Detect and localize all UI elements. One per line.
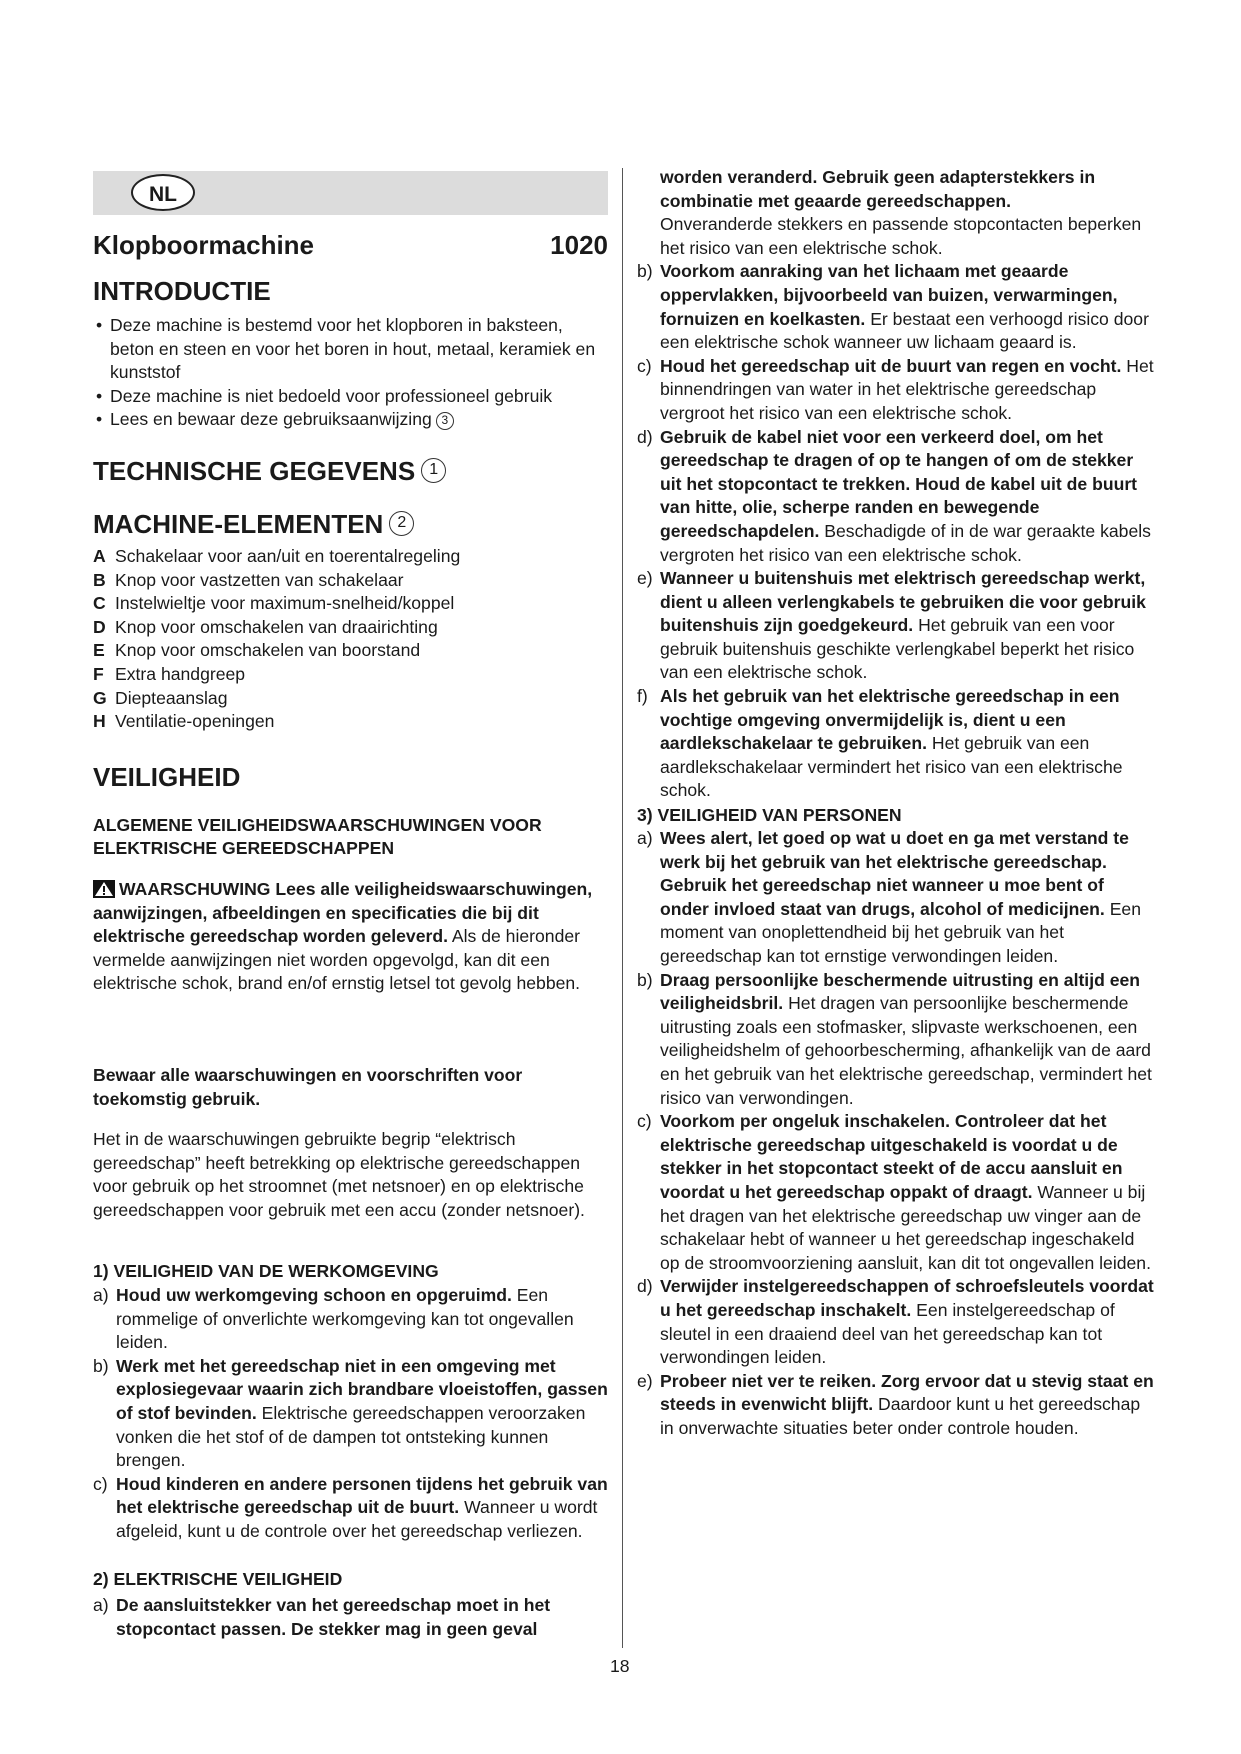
warning-triangle-icon — [93, 880, 115, 898]
section-1-list — [93, 1284, 608, 1544]
section-3-heading: 3) VEILIGHEID VAN PERSONEN — [637, 805, 902, 826]
list-item: a) Houd uw werkomgeving schoon en opgeruimd. Een rommelige of onverlichte werkomgeving kan tot ongevallen leiden. — [93, 1285, 574, 1353]
list-item: G Diepteaanslag — [93, 687, 228, 708]
machine-elements-list — [93, 545, 608, 734]
list-item: B Knop voor vastzetten van schakelaar — [93, 569, 404, 590]
list-item: E Knop voor omschakelen van boorstand — [93, 640, 421, 661]
language-badge: NL — [131, 174, 195, 211]
list-item-continued: worden veranderd. Gebruik geen adapterstekkers in combinatie met geaarde gereedschappen. Onveranderde stekkers en passende stopcontacten beperken het risico van een elektrische schok. — [660, 167, 1142, 258]
list-item: f) Als het gebruik van het elektrische gereedschap in een vochtige omgeving onvermijdelijk is, dient u een aardlekschakelaar te gebruiken. Het gebruik van een aardlekschakelaar vermindert het risico van een elektrische schok. — [637, 686, 1123, 801]
section-1-heading: 1) VEILIGHEID VAN DE WERKOMGEVING — [93, 1261, 439, 1281]
list-item: • Deze machine is bestemd voor het klopboren in baksteen, beton en steen en voor het boren in hout, metaal, keramiek en kunststof — [93, 314, 608, 385]
product-title: Klopboormachine — [93, 230, 315, 260]
column-divider — [622, 168, 623, 1648]
page-number: 18 — [610, 1656, 630, 1676]
elements-heading: MACHINE-ELEMENTEN 2 — [93, 509, 414, 540]
list-item: H Ventilatie-openingen — [93, 711, 275, 732]
list-item: d) Gebruik de kabel niet voor een verkeerd doel, om het gereedschap te dragen of op te hangen of om de stekker uit het stopcontact te trekken. Houd de kabel uit de buurt van hitte, olie, scherpe randen en bewegende gereedschapdelen. Beschadigde of in de war geraakte kabels vergroten het risico van een elektrische schok. — [637, 426, 1151, 565]
right-column — [637, 166, 1157, 1440]
warning-paragraph: WAARSCHUWING Lees alle veiligheidswaarschuwingen, aanwijzingen, afbeeldingen en specificaties die bij dit elektrische gereedschap worden geleverd. Als de hieronder vermelde aanwijzingen niet worden opgevolgd, kan dit een elektrische schok, brand en/of ernstig letsel tot gevolg hebben. — [93, 879, 593, 994]
model-number: 1020 — [550, 230, 608, 260]
list-item: a) De aansluitstekker van het gereedschap moet in het stopcontact passen. De stekker mag in geen geval — [93, 1595, 551, 1639]
keep-instructions: Bewaar alle waarschuwingen en voorschriften voor toekomstig gebruik. — [93, 1065, 523, 1109]
intro-heading: INTRODUCTIE — [93, 276, 271, 306]
list-item: c) Houd kinderen en andere personen tijdens het gebruik van het elektrische gereedschap uit de buurt. Wanneer u wordt afgeleid, kunt u de controle over het gereedschap verliezen. — [93, 1473, 608, 1541]
safety-subheading: ALGEMENE VEILIGHEIDSWAARSCHUWINGEN VOOR ELEKTRISCHE GEREEDSCHAPPEN — [93, 815, 542, 858]
list-item: • Lees en bewaar deze gebruiksaanwijzing 3 — [93, 408, 608, 432]
figure-ref: 1 — [421, 458, 446, 483]
definition-paragraph: Het in de waarschuwingen gebruikte begrip “elektrisch gereedschap” heeft betrekking op elektrische gereedschappen voor gebruik op het stroomnet (met netsnoer) en op elektrische gereedschappen voor gebruik met een accu (zonder netsnoer). — [93, 1129, 585, 1220]
list-item: b) Draag persoonlijke beschermende uitrusting en altijd een veiligheidsbril. Het dragen van persoonlijke beschermende uitrusting zoals een stofmasker, slipvaste werkschoenen, een veiligheidshelm of gehoorbescherming, afhankelijk van de aard en het gebruik van het elektrische gereedschap, vermindert het risico van verwondingen. — [637, 969, 1152, 1108]
list-item: F Extra handgreep — [93, 663, 246, 684]
figure-ref: 3 — [436, 412, 454, 430]
list-item: D Knop voor omschakelen van draairichting — [93, 616, 438, 637]
intro-bullets — [93, 314, 608, 432]
list-item: A Schakelaar voor aan/uit en toerentalregeling — [93, 546, 461, 566]
list-item: a) Wees alert, let goed op wat u doet en ga met verstand te werk bij het gebruik van het elektrische gereedschap. Gebruik het gereedschap niet wanneer u moe bent of onder invloed staat van drugs, alcohol of medicijnen. Een moment van onoplettendheid bij het gebruik van het gereedschap kan tot ernstige verwondingen leiden. — [637, 828, 1142, 966]
list-item: c) Voorkom per ongeluk inschakelen. Controleer dat het elektrische gereedschap uitgeschakeld is voordat u de stekker in het stopcontact steekt of de accu aansluit en voordat u het gereedschap oppakt of draagt. Wanneer u bij het dragen van het elektrische gereedschap uw vinger aan de schakelaar hebt of wanneer u het gereedschap ingeschakeld op de stroomvoorziening aansluit, kan dit tot ongevallen leiden. — [637, 1111, 1151, 1273]
safety-heading: VEILIGHEID — [93, 762, 241, 792]
list-item: C Instelwieltje voor maximum-snelheid/koppel — [93, 593, 455, 614]
list-item: d) Verwijder instelgereedschappen of schroefsleutels voordat u het gereedschap inschakelt. Een instelgereedschap of sleutel in een draaiend deel van het gereedschap kan tot verwondingen leiden. — [637, 1276, 1154, 1368]
figure-ref: 2 — [389, 511, 414, 536]
language-bar — [93, 171, 608, 215]
list-item: b) Voorkom aanraking van het lichaam met geaarde oppervlakken, bijvoorbeeld van buizen, verwarmingen, fornuizen en koelkasten. Er bestaat een verhoogd risico door een elektrische schok wanneer uw lichaam geaard is. — [637, 261, 1149, 353]
tech-heading: TECHNISCHE GEGEVENS 1 — [93, 456, 446, 487]
list-item: e) Wanneer u buitenshuis met elektrisch gereedschap werkt, dient u alleen verlengkabels te gebruiken die voor gebruik buitenshuis zijn goedgekeurd. Het gebruik van een voor gebruik buitenshuis geschikte verlengkabel beperkt het risico van een elektrische schok. — [637, 568, 1146, 683]
list-item: e) Probeer niet ver te reiken. Zorg ervoor dat u stevig staat en steeds in evenwicht blijft. Daardoor kunt u het gereedschap in onverwachte situaties beter onder controle houden. — [637, 1370, 1154, 1438]
section-2-heading: 2) ELEKTRISCHE VEILIGHEID — [93, 1569, 343, 1589]
list-item: • Deze machine is niet bedoeld voor professioneel gebruik — [93, 385, 608, 409]
list-item: b) Werk met het gereedschap niet in een omgeving met explosiegevaar waarin zich brandbare vloeistoffen, gassen of stof bevinden. Elektrische gereedschappen veroorzaken vonken die het stof of de dampen tot ontsteking kunnen brengen. — [93, 1355, 608, 1471]
list-item: c) Houd het gereedschap uit de buurt van regen en vocht. Het binnendringen van water in het elektrische gereedschap vergroot het risico van een elektrische schok. — [637, 355, 1154, 423]
product-title-row — [93, 230, 608, 261]
